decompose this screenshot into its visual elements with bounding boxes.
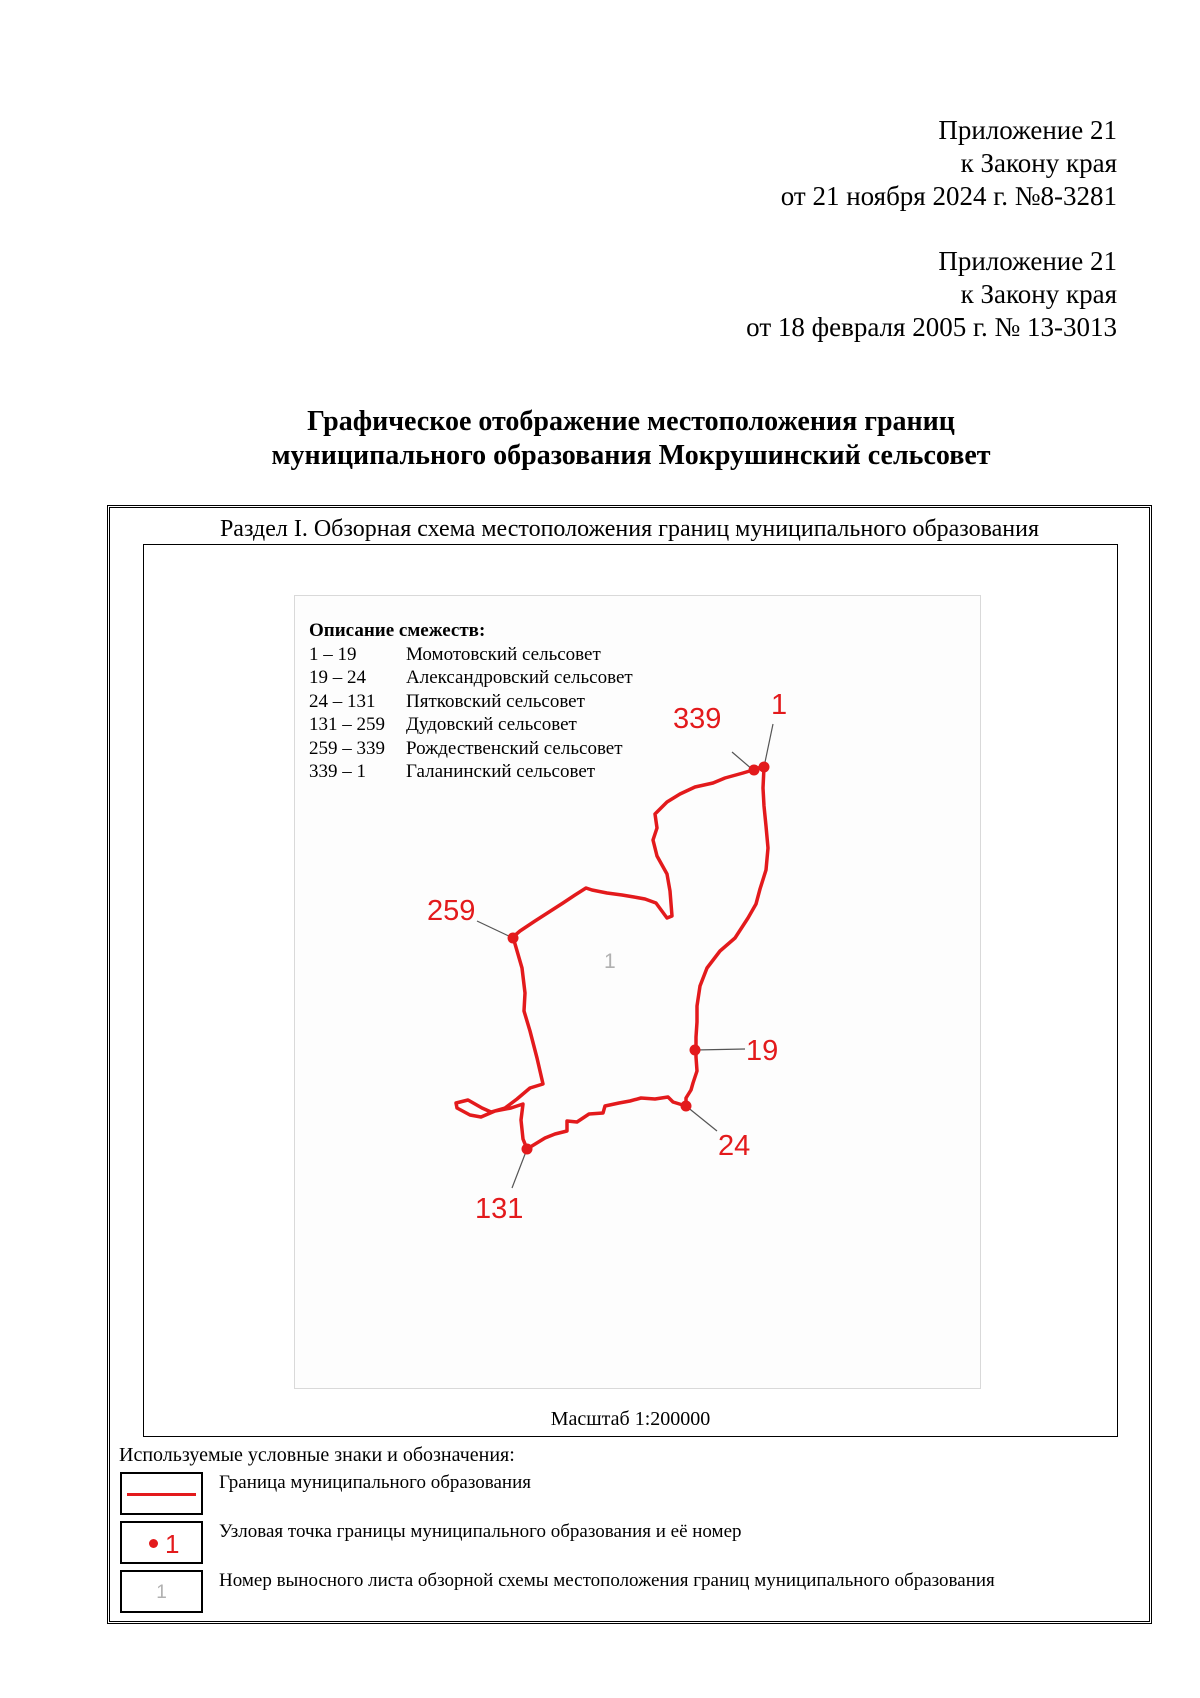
overview-map bbox=[294, 595, 981, 1389]
appendix-original-line2: к Закону края bbox=[960, 279, 1117, 309]
legend-boundary-text: Граница муниципального образования bbox=[219, 1472, 531, 1493]
adjacency-range: 259 – 339 bbox=[309, 737, 385, 759]
legend-boundary-symbol bbox=[120, 1472, 203, 1515]
appendix-current-line3: от 21 ноября 2024 г. №8-3281 bbox=[780, 181, 1117, 211]
appendix-original bbox=[746, 245, 1117, 344]
node-number-swatch: 1 bbox=[165, 1529, 180, 1559]
adjacency-name: Рождественский сельсовет bbox=[406, 737, 623, 759]
appendix-current bbox=[781, 114, 1117, 213]
document-title-line2: муниципального образования Мокрушинский сельсовет bbox=[271, 440, 991, 471]
boundary-map-svg bbox=[295, 596, 982, 1390]
node-point-24 bbox=[681, 1101, 692, 1112]
leader-line-24 bbox=[686, 1106, 717, 1131]
adjacency-range: 19 – 24 bbox=[309, 667, 366, 688]
adjacency-name: Пятковский сельсовет bbox=[406, 690, 585, 712]
adjacency-name: Момотовский сельсовет bbox=[406, 643, 601, 665]
node-label-24: 24 bbox=[718, 1130, 751, 1162]
adjacency-heading: Описание смежеств: bbox=[309, 620, 486, 641]
legend-sheet-text: Номер выносного листа обзорной схемы местоположения границ муниципального образования bbox=[219, 1570, 995, 1591]
appendix-current-line2: к Закону края bbox=[960, 148, 1117, 178]
adjacency-range: 131 – 259 bbox=[309, 714, 385, 735]
node-point-339 bbox=[749, 765, 760, 776]
section-title: Раздел I. Обзорная схема местоположения границ муниципального образования bbox=[219, 516, 1040, 542]
adjacency-range: 24 – 131 bbox=[309, 690, 376, 712]
adjacency-name: Галанинский сельсовет bbox=[406, 761, 596, 782]
node-point-259 bbox=[508, 933, 519, 944]
boundary-line-swatch bbox=[127, 1493, 196, 1496]
adjacency-name: Дудовский сельсовет bbox=[406, 714, 577, 735]
sheet-number-label: 1 bbox=[604, 950, 616, 973]
leader-line-1 bbox=[764, 724, 773, 767]
scale-label: Масштаб 1:200000 bbox=[550, 1408, 711, 1430]
document-title-line1: Графическое отображение местоположения границ bbox=[307, 406, 955, 437]
leader-line-131 bbox=[512, 1149, 527, 1188]
node-point-131 bbox=[522, 1144, 533, 1155]
legend-sheet-symbol bbox=[120, 1570, 203, 1613]
node-label-259: 259 bbox=[427, 895, 476, 927]
node-point-19 bbox=[690, 1045, 701, 1056]
appendix-original-line1: Приложение 21 bbox=[938, 246, 1117, 276]
node-dot-swatch bbox=[149, 1539, 158, 1548]
adjacency-range: 1 – 19 bbox=[309, 643, 357, 665]
overview-map-frame bbox=[143, 544, 1118, 1437]
leader-line-19 bbox=[695, 1049, 745, 1050]
legend-node-text: Узловая точка границы муниципального образования и её номер bbox=[219, 1521, 742, 1542]
document-title bbox=[0, 405, 1200, 473]
appendix-current-line1: Приложение 21 bbox=[938, 115, 1117, 145]
node-label-19: 19 bbox=[746, 1035, 779, 1067]
adjacency-name: Александровский сельсовет bbox=[406, 667, 633, 688]
node-label-339: 339 bbox=[673, 703, 722, 735]
node-point-1 bbox=[759, 762, 770, 773]
appendix-original-line3: от 18 февраля 2005 г. № 13-3013 bbox=[746, 312, 1117, 342]
adjacency-range: 339 – 1 bbox=[309, 761, 366, 782]
legend-heading: Используемые условные знаки и обозначения: bbox=[119, 1444, 515, 1466]
legend-node-symbol bbox=[120, 1521, 203, 1564]
node-label-1: 1 bbox=[771, 689, 788, 721]
schema-frame bbox=[107, 505, 1152, 1624]
leader-line-259 bbox=[477, 921, 513, 938]
node-label-131: 131 bbox=[475, 1193, 524, 1225]
sheet-number-swatch: 1 bbox=[156, 1582, 167, 1603]
